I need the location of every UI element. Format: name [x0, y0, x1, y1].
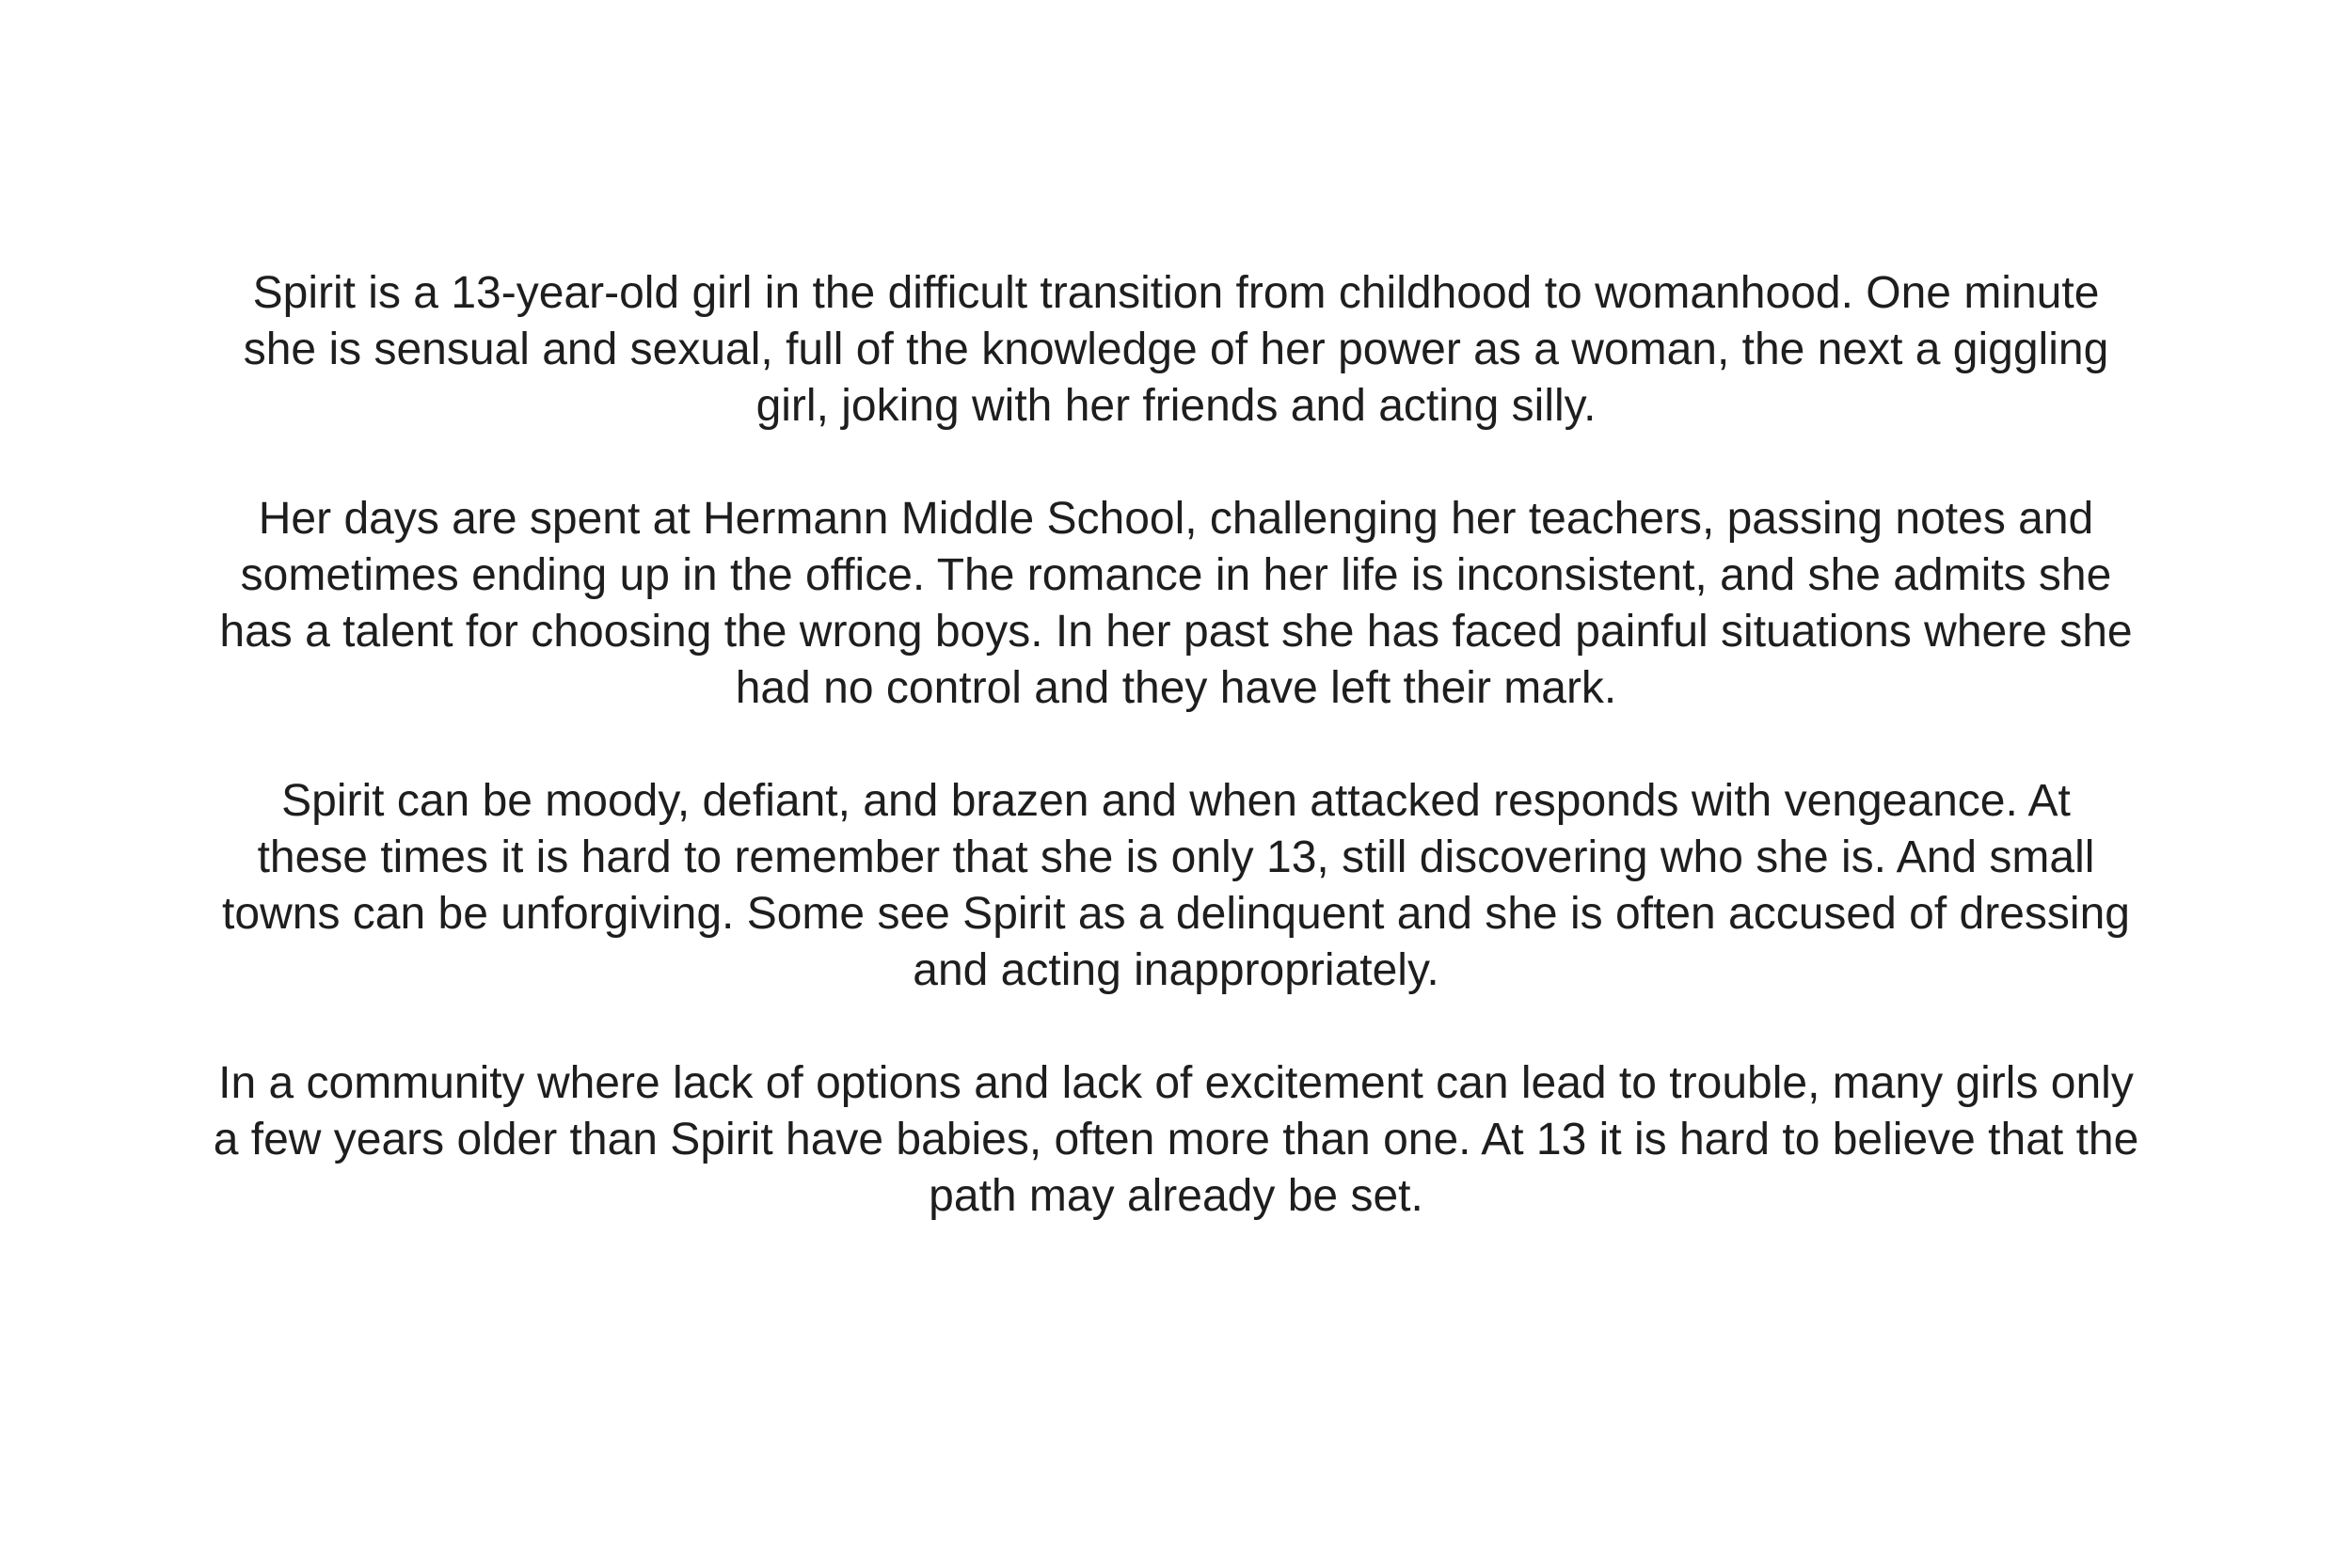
text-line: Spirit is a 13-year-old girl in the difficult transition from childhood to womanhood. One minute — [252, 268, 2100, 318]
text-line: and acting inappropriately. — [913, 945, 1439, 995]
text-line: towns can be unforgiving. Some see Spirit as a delinquent and she is often accused of dressing — [222, 889, 2130, 939]
text-line: a few years older than Spirit have babies, often more than one. At 13 it is hard to believe that the — [213, 1115, 2139, 1164]
text-line: these times it is hard to remember that she is only 13, still discovering who she is. And small — [257, 832, 2095, 882]
text-line: had no control and they have left their mark. — [735, 663, 1617, 713]
text-line: path may already be set. — [929, 1171, 1423, 1221]
paragraph-2 — [141, 491, 2211, 717]
text-line: In a community where lack of options and lack of excitement can lead to trouble, many girls only — [218, 1058, 2134, 1108]
body-text — [141, 265, 2211, 1225]
paragraph-3 — [141, 773, 2211, 999]
paragraph-4 — [141, 1055, 2211, 1225]
paragraph-1 — [141, 265, 2211, 435]
text-line: has a talent for choosing the wrong boys. In her past she has faced painful situations where she — [219, 607, 2133, 657]
text-line: girl, joking with her friends and acting silly. — [755, 381, 1597, 431]
text-line: she is sensual and sexual, full of the knowledge of her power as a woman, the next a giggling — [243, 325, 2109, 374]
text-line: Spirit can be moody, defiant, and brazen and when attacked responds with vengeance. At — [281, 776, 2071, 826]
text-line: sometimes ending up in the office. The romance in her life is inconsistent, and she admits she — [240, 550, 2112, 600]
text-line: Her days are spent at Hermann Middle School, challenging her teachers, passing notes and — [258, 494, 2094, 544]
